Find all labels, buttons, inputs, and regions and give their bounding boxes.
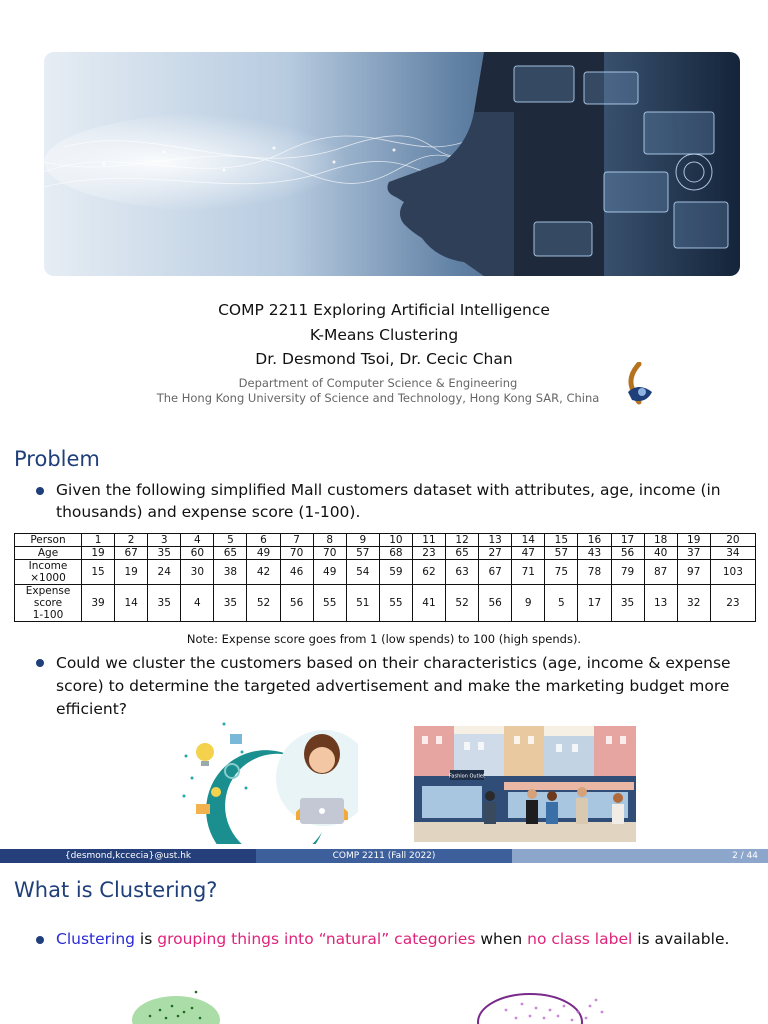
person-label: Person (15, 534, 82, 547)
person-row (15, 534, 756, 547)
problem-description-line-1: Given the following simplified Mall customers dataset with attributes, age, income (in (56, 481, 721, 499)
table-cell: 35 (148, 585, 181, 622)
marketing-illustration (172, 716, 358, 844)
table-cell: 65 (446, 547, 479, 560)
table-note: Note: Expense score goes from 1 (low spends) to 100 (high spends). (186, 632, 582, 646)
income-label-line-2: ×1000 (30, 572, 66, 584)
university: The Hong Kong University of Science and Technology, Hong Kong SAR, China (156, 391, 600, 405)
table-cell: 15 (545, 534, 578, 547)
table-cell: 52 (247, 585, 280, 622)
table-cell: 27 (479, 547, 512, 560)
table-cell: 32 (677, 585, 710, 622)
shop-sign: Fashion Outlet (449, 773, 485, 780)
table-cell: 19 (677, 534, 710, 547)
table-cell: 19 (115, 560, 148, 585)
table-cell: 78 (578, 560, 611, 585)
table-cell: 67 (115, 547, 148, 560)
table-cell: 55 (313, 585, 346, 622)
table-cell: 17 (578, 585, 611, 622)
table-cell: 4 (181, 585, 214, 622)
table-cell: 42 (247, 560, 280, 585)
table-cell: 30 (181, 560, 214, 585)
term-clustering: Clustering (56, 930, 135, 948)
bullet-marker (36, 936, 44, 944)
table-cell: 9 (346, 534, 379, 547)
table-cell: 17 (611, 534, 644, 547)
clustering-definition (56, 928, 729, 950)
table-cell: 35 (611, 585, 644, 622)
table-cell: 71 (512, 560, 545, 585)
footer-email: {desmond,kccecia}@ust.hk (0, 849, 256, 863)
table-cell: 70 (313, 547, 346, 560)
question-line-1: Could we cluster the customers based on their characteristics (age, income & expense (56, 654, 731, 672)
table-cell: 51 (346, 585, 379, 622)
income-label (15, 560, 82, 585)
table-cell: 8 (313, 534, 346, 547)
question-line-2: score) to determine the targeted advertisement and make the marketing budget more (56, 677, 730, 695)
table-cell: 41 (412, 585, 445, 622)
expense-label (15, 585, 82, 622)
table-cell: 67 (479, 560, 512, 585)
department: Department of Computer Science & Engineering (238, 376, 518, 390)
footer-course: COMP 2211 (Fall 2022) (256, 849, 512, 863)
text-span: when (475, 930, 528, 948)
slide-footer (0, 849, 768, 863)
age-label: Age (15, 547, 82, 560)
text-span: is (134, 930, 158, 948)
income-row (15, 560, 756, 585)
table-cell: 56 (479, 585, 512, 622)
bullet-marker (36, 487, 44, 495)
table-cell: 59 (379, 560, 412, 585)
table-cell: 38 (214, 560, 247, 585)
table-cell: 87 (644, 560, 677, 585)
table-cell: 43 (578, 547, 611, 560)
photo-icon (230, 734, 242, 744)
table-cell: 13 (644, 585, 677, 622)
age-row (15, 547, 756, 560)
table-cell: 20 (710, 534, 755, 547)
hkust-logo (622, 362, 656, 406)
cluster-points-purple (466, 980, 626, 1024)
income-label-line-1: Income (28, 560, 68, 572)
table-cell: 5 (214, 534, 247, 547)
table-cell: 2 (115, 534, 148, 547)
table-cell: 68 (379, 547, 412, 560)
table-cell: 7 (280, 534, 313, 547)
coin-icon (211, 787, 221, 797)
table-cell: 34 (710, 547, 755, 560)
table-cell: 5 (545, 585, 578, 622)
table-cell: 56 (280, 585, 313, 622)
table-cell: 35 (214, 585, 247, 622)
table-cell: 39 (82, 585, 115, 622)
table-cell: 16 (578, 534, 611, 547)
table-cell: 12 (446, 534, 479, 547)
table-cell: 63 (446, 560, 479, 585)
shopping-street-illustration (414, 726, 636, 842)
table-cell: 14 (115, 585, 148, 622)
table-cell: 23 (412, 547, 445, 560)
lecture-title: K-Means Clustering (309, 326, 459, 344)
ai-face-banner-image (44, 52, 740, 276)
table-cell: 19 (82, 547, 115, 560)
customers-table (14, 533, 756, 622)
table-cell: 56 (611, 547, 644, 560)
table-cell: 18 (644, 534, 677, 547)
table-cell: 103 (710, 560, 755, 585)
footer-page-number: 2 / 44 (732, 851, 758, 861)
table-cell: 62 (412, 560, 445, 585)
course-title: COMP 2211 Exploring Artificial Intelligence (218, 301, 550, 319)
table-cell: 11 (412, 534, 445, 547)
table-cell: 70 (280, 547, 313, 560)
mail-icon (196, 804, 210, 814)
table-cell: 46 (280, 560, 313, 585)
expense-label-line-2: score (33, 597, 63, 609)
table-cell: 1 (82, 534, 115, 547)
table-cell: 35 (148, 547, 181, 560)
table-cell: 4 (181, 534, 214, 547)
table-cell: 97 (677, 560, 710, 585)
table-cell: 14 (512, 534, 545, 547)
expense-label-line-1: Expense (25, 585, 71, 597)
table-cell: 60 (181, 547, 214, 560)
table-cell: 65 (214, 547, 247, 560)
text-span: is available. (632, 930, 730, 948)
lightbulb-icon (196, 743, 214, 766)
table-cell: 23 (710, 585, 755, 622)
table-cell: 75 (545, 560, 578, 585)
table-cell: 47 (512, 547, 545, 560)
table-cell: 54 (346, 560, 379, 585)
table-cell: 57 (545, 547, 578, 560)
phrase-grouping: grouping things into “natural” categories (157, 930, 476, 948)
table-cell: 15 (82, 560, 115, 585)
expense-label-line-3: 1-100 (32, 609, 64, 621)
clustering-heading: What is Clustering? (14, 878, 218, 902)
footer-page-container (512, 849, 768, 863)
bullet-marker (36, 659, 44, 667)
table-cell: 6 (247, 534, 280, 547)
table-cell: 24 (148, 560, 181, 585)
table-cell: 40 (644, 547, 677, 560)
expense-row (15, 585, 756, 622)
phrase-no-class-label: no class label (527, 930, 633, 948)
table-cell: 79 (611, 560, 644, 585)
table-cell: 10 (379, 534, 412, 547)
table-cell: 9 (512, 585, 545, 622)
question-line-3: efficient? (56, 700, 128, 718)
table-cell: 49 (247, 547, 280, 560)
table-cell: 57 (346, 547, 379, 560)
table-cell: 13 (479, 534, 512, 547)
problem-heading: Problem (14, 447, 100, 471)
table-cell: 3 (148, 534, 181, 547)
authors: Dr. Desmond Tsoi, Dr. Cecic Chan (255, 350, 513, 368)
table-cell: 52 (446, 585, 479, 622)
table-cell: 55 (379, 585, 412, 622)
table-cell: 37 (677, 547, 710, 560)
table-cell: 49 (313, 560, 346, 585)
problem-description-line-2: thousands) and expense score (1-100). (56, 503, 361, 521)
cluster-points-green (120, 980, 230, 1024)
